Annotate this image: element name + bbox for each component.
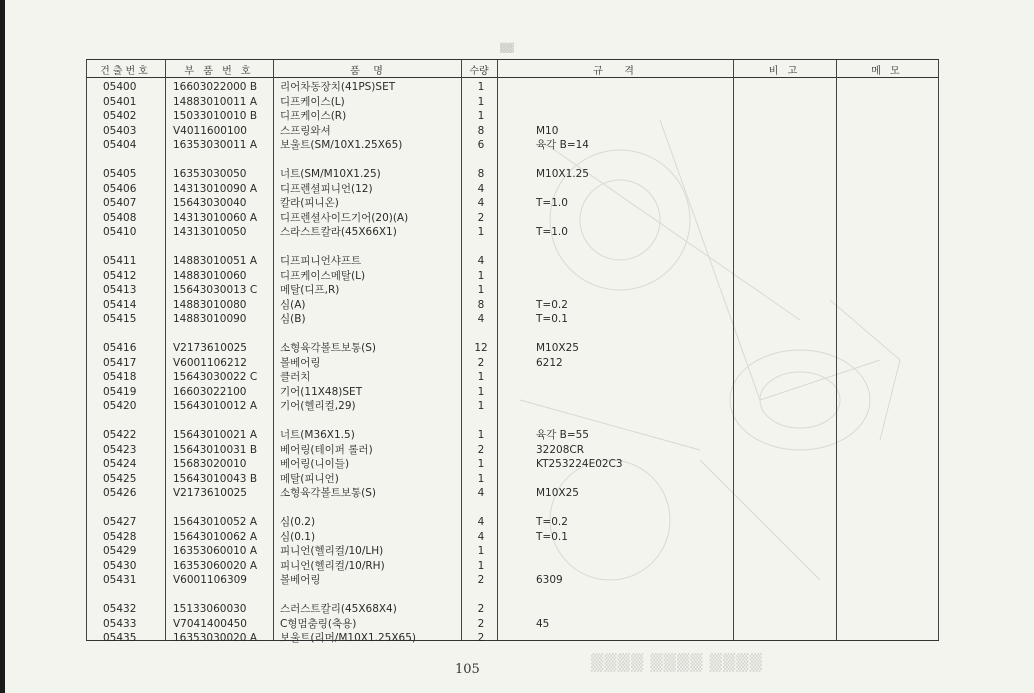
part-code: 05430 <box>103 559 137 572</box>
part-name: 스러스트칼리(45X68X4) <box>280 603 397 615</box>
table-row <box>0 515 1034 529</box>
table-header-rule <box>86 77 939 78</box>
quantity: 1 <box>477 400 485 413</box>
quantity: 1 <box>477 559 485 572</box>
part-name: 너트(SM/M10X1.25) <box>280 168 381 180</box>
table-row <box>0 167 1034 181</box>
part-code: 05429 <box>103 545 137 558</box>
table-row <box>0 225 1034 239</box>
part-number: 15643010043 B <box>173 472 258 485</box>
part-number: 15033010010 B <box>173 110 258 123</box>
part-name: 베어링(니이들) <box>280 458 350 471</box>
quantity: 1 <box>477 545 485 558</box>
part-code: 05403 <box>103 124 137 137</box>
part-code: 05428 <box>103 530 137 543</box>
part-number: 15683020010 <box>173 458 247 471</box>
part-name: 심(B) <box>280 313 306 326</box>
part-name: 소형육각볼트보통(S) <box>280 342 377 354</box>
part-code: 05411 <box>103 255 137 267</box>
part-code: 05424 <box>103 458 137 471</box>
quantity: 1 <box>477 371 485 384</box>
part-code: 05414 <box>103 298 137 311</box>
specification: 45 <box>536 617 550 630</box>
table-row <box>0 428 1034 442</box>
part-number: 14883010060 <box>173 269 247 282</box>
part-code: 05404 <box>103 139 137 152</box>
table-row <box>0 341 1034 355</box>
quantity: 4 <box>477 530 485 543</box>
part-number: 14883010011 A <box>173 95 258 108</box>
quantity: 2 <box>477 632 485 645</box>
table-row <box>0 544 1034 558</box>
table-row <box>0 269 1034 283</box>
table-row <box>0 457 1034 471</box>
part-name: 베어링(테이퍼 롤러) <box>280 443 373 456</box>
part-code: 05400 <box>103 81 137 93</box>
specification: 6309 <box>536 574 563 587</box>
part-name: 심(A) <box>280 298 306 311</box>
header-remark: 비 고 <box>768 66 801 77</box>
header-qty: 수량 <box>469 66 489 77</box>
quantity: 2 <box>477 574 485 587</box>
part-code: 05407 <box>103 197 137 210</box>
quantity: 1 <box>477 95 485 108</box>
quantity: 4 <box>477 197 485 210</box>
quantity: 2 <box>477 356 485 369</box>
quantity: 8 <box>477 168 485 180</box>
part-code: 05417 <box>103 356 137 369</box>
specification: 육각 B=55 <box>536 429 589 441</box>
table-row <box>0 472 1034 486</box>
table-row <box>0 124 1034 138</box>
table-row <box>0 573 1034 587</box>
part-name: 소형육각볼트보통(S) <box>280 487 377 500</box>
part-name: 디프렌셜피니언(12) <box>280 182 373 195</box>
quantity: 1 <box>477 110 485 123</box>
part-number: 14883010090 <box>173 313 247 326</box>
part-name: 스프링와셔 <box>280 124 331 137</box>
part-number: 16353030011 A <box>173 139 258 152</box>
quantity: 12 <box>474 342 488 354</box>
specification: KT253224E02C3 <box>536 458 623 471</box>
table-row <box>0 443 1034 457</box>
specification: M10X25 <box>536 487 579 500</box>
part-code: 05418 <box>103 371 137 384</box>
table-row <box>0 211 1034 225</box>
part-code: 05431 <box>103 574 137 587</box>
header-name: 품 명 <box>350 66 384 77</box>
quantity: 1 <box>477 81 485 93</box>
table-row <box>0 109 1034 123</box>
table-row <box>0 283 1034 297</box>
part-code: 05413 <box>103 284 137 297</box>
quantity: 4 <box>477 487 485 500</box>
part-number: V7041400450 <box>173 617 247 630</box>
part-number: 15643010052 A <box>173 516 258 528</box>
table-row <box>0 80 1034 94</box>
part-number: V2173610025 <box>173 487 247 500</box>
part-number: 16603022000 B <box>173 81 258 93</box>
quantity: 1 <box>477 385 485 398</box>
quantity: 1 <box>477 429 485 441</box>
part-name: 리어차동장치(41PS)SET <box>280 81 396 93</box>
part-name: 기어(헬리컬,29) <box>280 400 356 413</box>
specification: T=1.0 <box>536 197 568 210</box>
part-number: 15643010021 A <box>173 429 258 441</box>
bleed-through-text: ▒▒▒▒ ▒▒▒▒ ▒▒▒▒ <box>590 653 762 672</box>
part-number: V6001106212 <box>173 356 247 369</box>
part-code: 05405 <box>103 168 137 180</box>
part-name: 피니언(헬리컬/10/RH) <box>280 559 385 572</box>
part-name: 보울트(리머/M10X1.25X65) <box>280 632 416 645</box>
part-code: 05419 <box>103 385 137 398</box>
quantity: 2 <box>477 211 485 224</box>
specification: M10X1.25 <box>536 168 589 180</box>
part-number: 15643010062 A <box>173 530 258 543</box>
part-name: 기어(11X48)SET <box>280 385 363 398</box>
table-row <box>0 298 1034 312</box>
part-number: 15643010031 B <box>173 443 258 456</box>
part-number: 15643010012 A <box>173 400 258 413</box>
part-name: 메탈(디프,R) <box>280 284 340 297</box>
part-code: 05412 <box>103 269 137 282</box>
part-number: 16353030050 <box>173 168 247 180</box>
part-name: 스라스트칼라(45X66X1) <box>280 226 397 239</box>
part-number: V6001106309 <box>173 574 247 587</box>
part-name: 피니언(헬리컬/10/LH) <box>280 545 384 558</box>
part-name: 디프피니언샤프트 <box>280 255 362 267</box>
part-number: 14313010060 A <box>173 211 258 224</box>
header-memo: 메 모 <box>871 66 903 77</box>
quantity: 4 <box>477 255 485 267</box>
part-name: 심(0.1) <box>280 530 316 543</box>
part-code: 05410 <box>103 226 137 239</box>
part-number: 16353030020 A <box>173 632 258 645</box>
quantity: 1 <box>477 472 485 485</box>
part-code: 05435 <box>103 632 137 645</box>
quantity: 2 <box>477 617 485 630</box>
part-number: 14883010051 A <box>173 255 258 267</box>
quantity: 6 <box>477 139 485 152</box>
specification: T=0.2 <box>536 516 568 528</box>
table-row <box>0 617 1034 631</box>
bleed-through-mark: ▓▓ <box>500 44 514 54</box>
table-row <box>0 138 1034 152</box>
part-name: C형멈춤링(축용) <box>280 617 357 630</box>
header-spec: 규 격 <box>593 66 637 77</box>
quantity: 1 <box>477 284 485 297</box>
quantity: 2 <box>477 443 485 456</box>
table-row <box>0 182 1034 196</box>
part-name: 보울트(SM/10X1.25X65) <box>280 139 403 152</box>
part-code: 05406 <box>103 182 137 195</box>
table-row <box>0 312 1034 326</box>
part-code: 05402 <box>103 110 137 123</box>
header-part-number: 부 품 번 호 <box>184 66 254 77</box>
part-code: 05432 <box>103 603 137 615</box>
quantity: 8 <box>477 298 485 311</box>
quantity: 4 <box>477 182 485 195</box>
page-number: 105 <box>455 662 480 677</box>
specification: 육각 B=14 <box>536 139 589 152</box>
table-row <box>0 530 1034 544</box>
part-code: 05408 <box>103 211 137 224</box>
part-code: 05422 <box>103 429 137 441</box>
specification: M10X25 <box>536 342 579 354</box>
part-number: V2173610025 <box>173 342 247 354</box>
part-code: 05423 <box>103 443 137 456</box>
part-number: 15643030022 C <box>173 371 258 384</box>
part-number: 14313010050 <box>173 226 247 239</box>
part-name: 너트(M36X1.5) <box>280 429 355 441</box>
specification: M10 <box>536 124 559 137</box>
part-name: 디프케이스메탈(L) <box>280 269 366 282</box>
table-row <box>0 370 1034 384</box>
table-row <box>0 631 1034 645</box>
part-name: 메탈(피니언) <box>280 472 339 485</box>
part-name: 디프케이스(L) <box>280 95 345 108</box>
part-code: 05427 <box>103 516 137 528</box>
part-number: 14883010080 <box>173 298 247 311</box>
specification: T=0.1 <box>536 313 568 326</box>
part-name: 볼베어링 <box>280 574 321 587</box>
part-code: 05426 <box>103 487 137 500</box>
part-number: V4011600100 <box>173 124 247 137</box>
part-code: 05425 <box>103 472 137 485</box>
part-code: 05420 <box>103 400 137 413</box>
part-number: 14313010090 A <box>173 182 258 195</box>
table-top-rule <box>86 59 939 60</box>
quantity: 1 <box>477 269 485 282</box>
part-name: 칼라(피니온) <box>280 197 339 210</box>
part-name: 디프케이스(R) <box>280 110 347 123</box>
quantity: 8 <box>477 124 485 137</box>
specification: T=0.2 <box>536 298 568 311</box>
part-code: 05433 <box>103 617 137 630</box>
specification: 32208CR <box>536 443 585 456</box>
quantity: 1 <box>477 458 485 471</box>
header-code: 건출번호 <box>100 66 151 77</box>
part-number: 15643030013 C <box>173 284 258 297</box>
quantity: 4 <box>477 313 485 326</box>
part-number: 15643030040 <box>173 197 247 210</box>
quantity: 4 <box>477 516 485 528</box>
part-code: 05415 <box>103 313 137 326</box>
part-number: 15133060030 <box>173 603 247 615</box>
part-number: 16353060020 A <box>173 559 258 572</box>
table-row <box>0 95 1034 109</box>
table-row <box>0 196 1034 210</box>
part-number: 16353060010 A <box>173 545 258 558</box>
table-row <box>0 254 1034 268</box>
part-number: 16603022100 <box>173 385 247 398</box>
part-name: 클러치 <box>280 371 311 384</box>
part-code: 05416 <box>103 342 137 354</box>
specification: 6212 <box>536 356 563 369</box>
part-name: 볼베어링 <box>280 356 321 369</box>
specification: T=0.1 <box>536 530 568 543</box>
table-row <box>0 559 1034 573</box>
specification: T=1.0 <box>536 226 568 239</box>
table-row <box>0 385 1034 399</box>
quantity: 2 <box>477 603 485 615</box>
quantity: 1 <box>477 226 485 239</box>
part-name: 디프렌셜사이드기어(20)(A) <box>280 211 409 224</box>
table-row <box>0 486 1034 500</box>
table-row <box>0 356 1034 370</box>
part-name: 심(0.2) <box>280 516 316 528</box>
table-row <box>0 602 1034 616</box>
table-row <box>0 399 1034 413</box>
part-code: 05401 <box>103 95 137 108</box>
